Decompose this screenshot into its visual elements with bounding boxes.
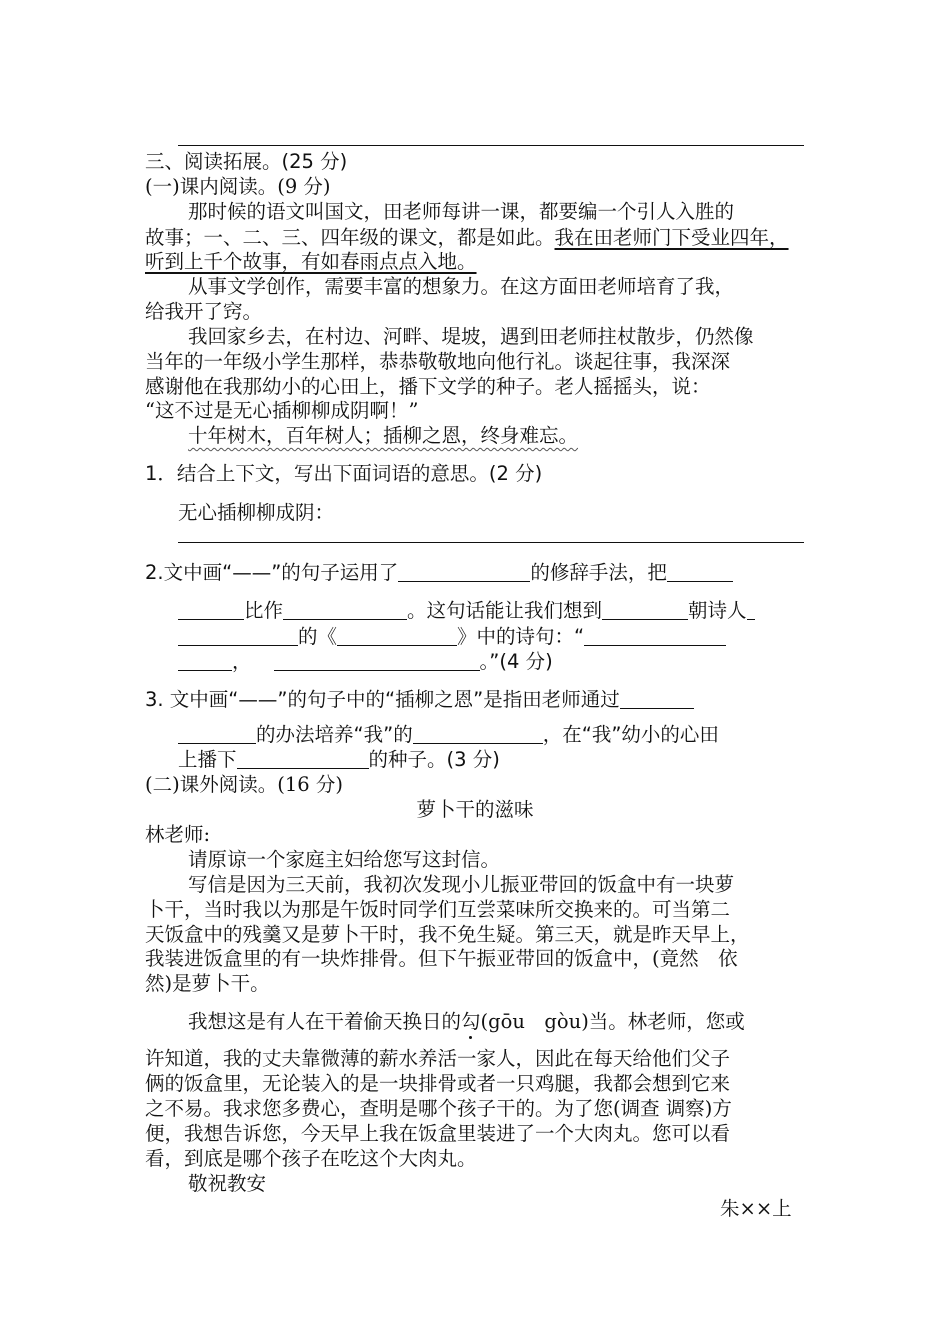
question-2-line: [178, 624, 726, 650]
passage-line: 便，我想告诉您，今天早上我在饭盒里装进了一个大肉丸。您可以看: [145, 1122, 731, 1145]
question-text: 。”(4 分): [479, 650, 553, 673]
fill-blank[interactable]: [337, 625, 457, 646]
answer-line: [178, 145, 804, 146]
question-1-term: 无心插柳柳成阴：: [178, 501, 335, 524]
question-2: [145, 560, 733, 586]
passage-line: [145, 225, 789, 251]
question-3: [145, 687, 694, 713]
passage-line: 当年的一年级小学生那样，恭恭敬敬地向他行礼。谈起往事，我深深: [145, 350, 731, 373]
underlined-sentence: 我在田老师门下受业四年，: [554, 226, 789, 249]
question-text: ，在“我”幼小的心田: [542, 723, 719, 746]
dotted-character: 勾: [461, 1010, 481, 1033]
passage-text: 故事；一、二、三、四年级的课文，都是如此。: [145, 226, 555, 249]
question-text: 的修辞手法，把: [530, 561, 667, 584]
question-1: 1．结合上下文，写出下面词语的意思。(2 分): [145, 462, 543, 485]
question-2-line: [178, 598, 755, 624]
question-text: 的种子。(3 分): [368, 748, 500, 771]
fill-blank[interactable]: [283, 599, 407, 620]
question-text: 上播下: [178, 748, 237, 771]
fill-blank[interactable]: [178, 723, 256, 744]
passage-line: 卜干，当时我以为那是午饭时同学们互尝菜味所交换来的。可当第二: [145, 898, 731, 921]
passage-line: 俩的饭盒里，无论装入的是一块排骨或者一只鸡腿，我都会想到它来: [145, 1072, 731, 1095]
answer-line: [178, 542, 804, 543]
question-text: 2.文中画“——”的句子运用了: [145, 561, 399, 584]
passage-line: 从事文学创作，需要丰富的想象力。在这方面田老师培育了我，: [188, 275, 735, 298]
passage-line: 许知道，我的丈夫靠微薄的薪水养活一家人，因此在每天给他们父子: [145, 1047, 731, 1070]
fill-blank[interactable]: [274, 650, 480, 671]
question-text: 。这句话能让我们想到: [407, 599, 603, 622]
passage-line: 给我开了窍。: [145, 300, 263, 323]
passage-line: [188, 1009, 745, 1035]
story-title: 萝卜干的滋味: [416, 798, 534, 821]
question-3-line: [178, 747, 500, 773]
subsection-heading: (二)课外阅读。(16 分): [145, 773, 343, 796]
passage-line: 天饭盒中的残羹又是萝卜干时，我不免生疑。第三天，就是昨天早上，: [145, 923, 750, 946]
passage-text: 我想这是有人在干着偷天换日的: [188, 1010, 462, 1033]
fill-blank[interactable]: [398, 561, 530, 582]
fill-blank[interactable]: [667, 561, 733, 582]
fill-blank[interactable]: [747, 599, 755, 620]
fill-blank[interactable]: [178, 625, 298, 646]
letter-signature: 朱××上: [720, 1197, 792, 1220]
question-text: 比作: [244, 599, 284, 622]
section-heading: 三、阅读拓展。(25 分): [145, 150, 348, 173]
passage-line: 之不易。我求您多费心，查明是哪个孩子干的。为了您(调查 调察)方: [145, 1097, 732, 1120]
subsection-heading: (一)课内阅读。(9 分): [145, 175, 331, 198]
question-3-line: [178, 722, 719, 748]
passage-line: “这不过是无心插柳柳成阴啊！”: [145, 399, 419, 422]
passage-text: (gōu gòu)当。林老师，您或: [480, 1010, 745, 1033]
passage-line: 请原谅一个家庭主妇给您写这封信。: [188, 848, 501, 871]
question-text: 3. 文中画“——”的句子中的“插柳之恩”是指田老师通过: [145, 688, 620, 711]
question-2-line: [178, 649, 553, 675]
fill-blank[interactable]: [620, 688, 694, 709]
passage-line: 那时候的语文叫国文，田老师每讲一课，都要编一个引人入胜的: [188, 200, 735, 223]
question-text: ，: [232, 650, 252, 673]
fill-blank[interactable]: [178, 599, 244, 620]
fill-blank[interactable]: [584, 625, 726, 646]
fill-blank[interactable]: [413, 723, 543, 744]
underlined-sentence: 听到上千个故事，有如春雨点点入地。: [145, 250, 477, 273]
passage-line: 写信是因为三天前，我初次发现小儿振亚带回的饭盒中有一块萝: [188, 873, 735, 896]
question-text: 的《: [298, 625, 338, 648]
question-text: 朝诗人: [688, 599, 747, 622]
wavy-underlined-sentence: 十年树木，百年树人；插柳之恩，终身难忘。: [188, 424, 579, 447]
question-text: 》中的诗句：“: [457, 625, 585, 648]
passage-line: 感谢他在我那幼小的心田上，播下文学的种子。老人摇摇头，说：: [145, 375, 711, 398]
passage-line: 我回家乡去，在村边、河畔、堤坡，遇到田老师拄杖散步，仍然像: [188, 325, 754, 348]
fill-blank[interactable]: [237, 748, 369, 769]
passage-line: 然)是萝卜干。: [145, 972, 270, 995]
passage-line: 看，到底是哪个孩子在吃这个大肉丸。: [145, 1147, 477, 1170]
question-text: 的办法培养“我”的: [256, 723, 413, 746]
letter-salutation: 林老师:: [145, 823, 211, 846]
letter-closing: 敬祝教安: [188, 1172, 267, 1195]
fill-blank[interactable]: [178, 650, 232, 671]
fill-blank[interactable]: [602, 599, 688, 620]
passage-line: 我装进饭盒里的有一块炸排骨。但下午振亚带回的饭盒中，(竟然 依: [145, 947, 738, 970]
